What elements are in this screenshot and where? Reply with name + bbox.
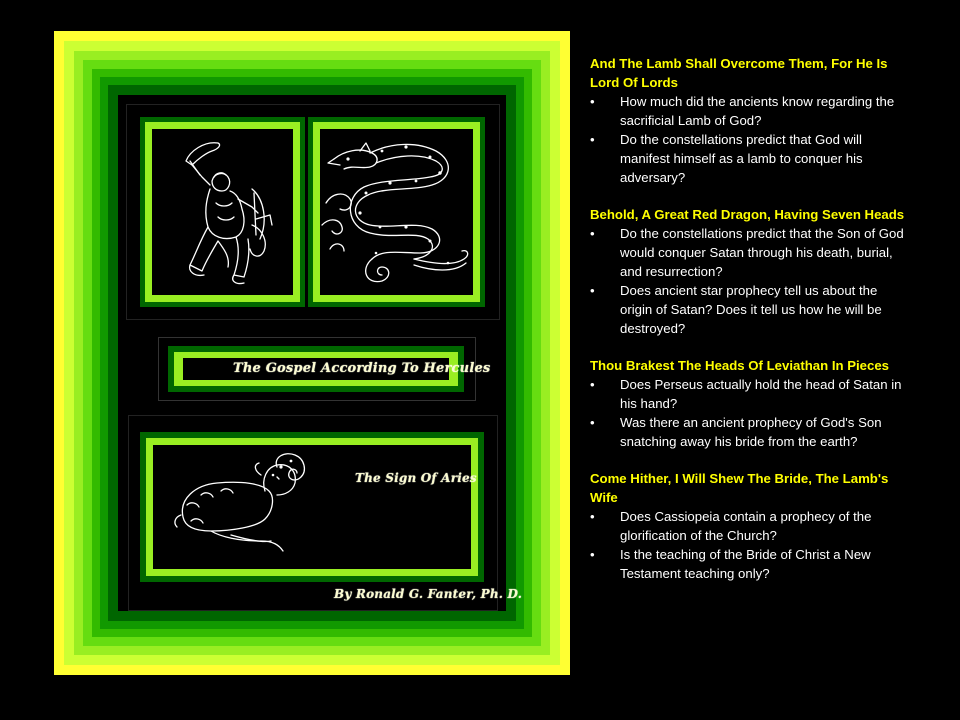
bullet-list xyxy=(590,375,908,451)
bullet-item xyxy=(590,130,908,187)
aries-caption: The Sign Of Aries xyxy=(355,471,477,485)
bullet-item xyxy=(590,507,908,545)
bullet-list xyxy=(590,92,908,187)
bullet-item xyxy=(590,92,908,130)
bullet-icon: • xyxy=(590,547,595,562)
bullet-list xyxy=(590,224,908,338)
hercules-panel xyxy=(152,129,293,295)
section-heading: Behold, A Great Red Dragon, Having Seven Heads xyxy=(590,207,905,222)
title-banner-panel xyxy=(183,358,491,380)
bullet-item xyxy=(590,281,908,338)
text-column xyxy=(590,54,908,601)
bullet-icon: • xyxy=(590,377,595,392)
aries-panel xyxy=(153,445,477,569)
bullet-icon: • xyxy=(590,94,595,109)
bullet-icon: • xyxy=(590,132,595,147)
bullet-item xyxy=(590,545,908,583)
bullet-text: How much did the ancients know regarding the sacrificial Lamb of God? xyxy=(620,94,895,128)
section xyxy=(590,54,908,187)
poster-byline: By Ronald G. Fanter, Ph. D. xyxy=(334,587,523,601)
bullet-text: Do the constellations predict that God will manifest himself as a lamb to conquer his adversary? xyxy=(620,132,863,185)
bullet-text: Does ancient star prophecy tell us about the origin of Satan? Does it tell us how he will be destroyed? xyxy=(620,283,882,336)
bullet-text: Was there an ancient prophecy of God's Son snatching away his bride from the earth? xyxy=(620,415,882,449)
ram-figure-icon xyxy=(161,445,361,569)
bullet-icon: • xyxy=(590,415,595,430)
dragon-panel xyxy=(320,129,473,295)
bullet-text: Does Cassiopeia contain a prophecy of the glorification of the Church? xyxy=(620,509,872,543)
bullet-text: Is the teaching of the Bride of Christ a New Testament teaching only? xyxy=(620,547,871,581)
bullet-text: Do the constellations predict that the Son of God would conquer Satan through his death, burial, and resurrection? xyxy=(620,226,904,279)
bullet-item xyxy=(590,224,908,281)
section xyxy=(590,205,908,338)
section-heading: Come Hither, I Will Shew The Bride, The Lamb's Wife xyxy=(590,471,889,505)
section xyxy=(590,356,908,451)
bullet-list xyxy=(590,507,908,583)
dragon-constellation-icon xyxy=(320,129,473,295)
bullet-item xyxy=(590,375,908,413)
bullet-text: Does Perseus actually hold the head of Satan in his hand? xyxy=(620,377,902,411)
section xyxy=(590,469,908,583)
section-heading: Thou Brakest The Heads Of Leviathan In Pieces xyxy=(590,358,890,373)
hercules-figure-icon xyxy=(152,129,293,295)
bullet-icon: • xyxy=(590,226,595,241)
bullet-icon: • xyxy=(590,509,595,524)
section-heading: And The Lamb Shall Overcome Them, For He Is Lord Of Lords xyxy=(590,56,888,90)
bullet-item xyxy=(590,413,908,451)
bullet-icon: • xyxy=(590,283,595,298)
poster-title: The Gospel According To Hercules xyxy=(233,361,491,376)
